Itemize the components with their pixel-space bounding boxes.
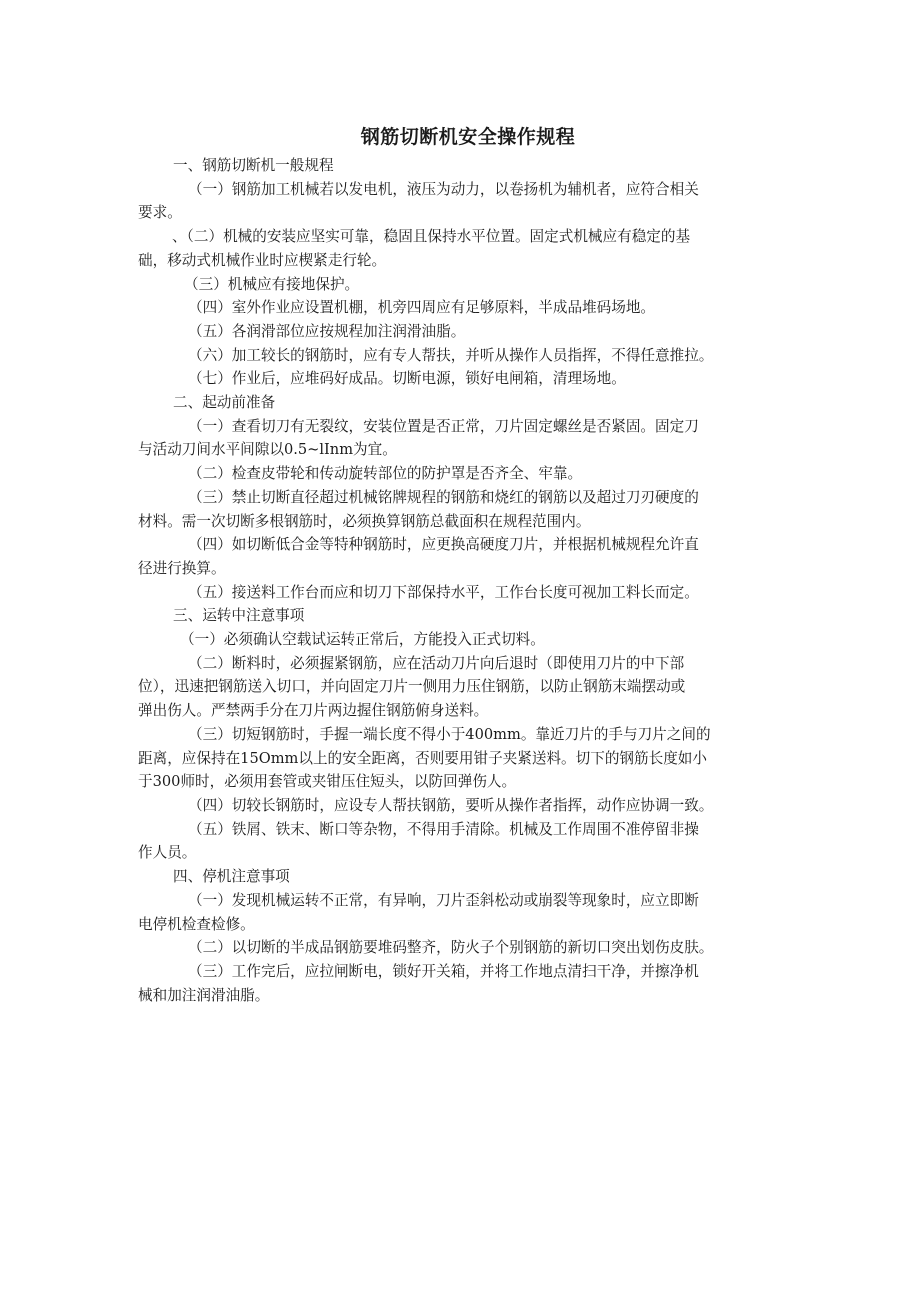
paragraph-line: （四）切较长钢筋时，应设专人帮扶钢筋，要听从操作者指挥，动作应协调一致。 bbox=[188, 796, 714, 814]
paragraph-line: 位），迅速把钢筋送入切口，并向固定刀片一侧用力压住钢筋，以防止钢筋末端摆动或 bbox=[138, 678, 686, 696]
paragraph-line: （一）查看切刀有无裂纹，安装位置是否正常，刀片固定螺丝是否紧固。固定刀 bbox=[188, 417, 699, 435]
paragraph-line: （二）断料时，必须握紧钢筋，应在活动刀片向后退时（即使用刀片的中下部 bbox=[188, 654, 685, 672]
section-heading-3: 三、运转中注意事项 bbox=[173, 607, 305, 625]
paragraph-line: （三）机械应有接地保护。 bbox=[184, 275, 360, 293]
paragraph-line: （六）加工较长的钢筋时，应有专人帮扶，并听从操作人员指挥，不得任意推拉。 bbox=[188, 346, 714, 364]
paragraph-line: （四）如切断低合金等特种钢筋时，应更换高硬度刀片，并根据机械规程允许直 bbox=[188, 536, 699, 554]
paragraph-line: （一）发现机械运转不正常，有异响，刀片歪斜松动或崩裂等现象时，应立即断 bbox=[188, 891, 699, 909]
document-title: 钢筋切断机安全操作规程 bbox=[360, 126, 576, 148]
paragraph-line: 距离，应保持在15Omm以上的安全距离，否则要用钳子夹紧送料。切下的钢筋长度如小 bbox=[138, 749, 707, 767]
paragraph-line: （三）工作完后，应拉闸断电，锁好开关箱，并将工作地点清扫干净，并擦净机 bbox=[188, 962, 699, 980]
paragraph-line: 弹出伤人。严禁两手分在刀片两边握住钢筋俯身送料。 bbox=[138, 702, 489, 720]
paragraph-line: （一）必须确认空载试运转正常后，方能投入正式切料。 bbox=[180, 631, 545, 649]
paragraph-line: （二）以切断的半成品钢筋要堆码整齐，防火子个别钢筋的新切口突出划伤皮肤。 bbox=[188, 939, 714, 957]
paragraph-line: 与活动刀间水平间隙以0.5~lInm为宜。 bbox=[138, 441, 397, 459]
paragraph-line: （三）切短钢筋时，手握一端长度不得小于400mm。靠近刀片的手与刀片之间的 bbox=[188, 725, 711, 743]
paragraph-line: 于300师时，必须用套管或夹钳压住短头，以防回弹伤人。 bbox=[138, 773, 517, 791]
paragraph-line: 作人员。 bbox=[138, 844, 197, 862]
paragraph-line: 械和加注润滑油脂。 bbox=[138, 986, 270, 1004]
document-body bbox=[138, 120, 788, 1007]
paragraph-line: （五）各润滑部位应按规程加注润滑油脂。 bbox=[188, 322, 466, 340]
paragraph-line: （五）铁屑、铁末、断口等杂物，不得用手清除。机械及工作周围不准停留非操 bbox=[188, 820, 699, 838]
section-heading-1: 一、钢筋切断机一般规程 bbox=[173, 157, 334, 174]
paragraph-line: 、（二）机械的安装应坚实可靠，稳固且保持水平位置。固定式机械应有稳定的基 bbox=[172, 228, 691, 246]
paragraph-line: 要求。 bbox=[138, 204, 182, 222]
paragraph-line: （七）作业后，应堆码好成品。切断电源，锁好电闸箱，清理场地。 bbox=[188, 370, 626, 388]
paragraph-line: 径进行换算。 bbox=[138, 559, 226, 577]
paragraph-line: （四）室外作业应设置机棚，机旁四周应有足够原料，半成品堆码场地。 bbox=[188, 299, 656, 317]
paragraph-line: 材料。需一次切断多根钢筋时，必须换算钢筋总截面积在规程范围内。 bbox=[138, 512, 591, 530]
section-heading-4: 四、停机注意事项 bbox=[173, 868, 290, 886]
paragraph-line: 电停机检查检修。 bbox=[138, 915, 255, 933]
paragraph-line: （五）接送料工作台而应和切刀下部保持水平，工作台长度可视加工料长而定。 bbox=[188, 583, 699, 601]
paragraph-line: （三）禁止切断直径超过机械铭牌规程的钢筋和烧红的钢筋以及超过刀刃硬度的 bbox=[188, 488, 699, 506]
paragraph-line: （二）检查皮带轮和传动旋转部位的防护罩是否齐全、牢靠。 bbox=[188, 465, 583, 483]
section-heading-2: 二、起动前准备 bbox=[173, 394, 276, 412]
paragraph-line: （一）钢筋加工机械若以发电机，液压为动力，以卷扬机为辅机者，应符合相关 bbox=[188, 180, 699, 198]
paragraph-line: 础，移动式机械作业时应楔紧走行轮。 bbox=[138, 251, 387, 269]
